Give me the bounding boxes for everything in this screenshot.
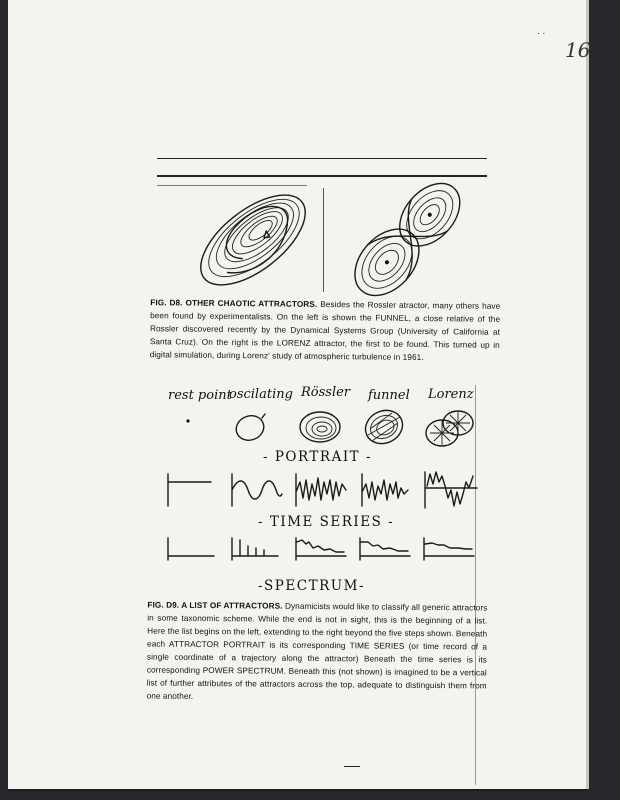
lorenz-attractor-drawing: [342, 185, 472, 295]
bottom-dash: [344, 766, 360, 767]
column-label-oscilating: oscilating: [229, 387, 293, 402]
rest-point-spectrum: [166, 536, 221, 566]
page-edge: [586, 0, 589, 789]
row-label-spectrum: -SPECTRUM-: [258, 578, 366, 594]
page-number: 16: [565, 38, 591, 62]
rossler-spectrum: [294, 536, 354, 566]
funnel-portrait: [362, 405, 412, 449]
fig-d9-caption: [147, 599, 488, 706]
column-label-rossler: Rössler: [301, 385, 351, 400]
figure-divider: [323, 188, 324, 292]
rossler-portrait: [297, 405, 347, 449]
oscillating-time-series: [230, 470, 285, 510]
fig-d9-caption-text: Dynamicists would like to classify all generic attractors in some taxonomic scheme. While the end is not in sight, this is the beginning of a list. Here the list begins on the left, extending to the right beyond the five steps shown. Beneath each ATTRACTOR PORTRAIT is its corresponding TIME SERIES (or time record of a single coordinate of a trajectory along the attractor) Beneath the time series is its corresponding POWER SPECTRUM. Beneath this (not shown) is imagined to be a vertical list of further attributes of the attractors across the top, adequate to distinguish them from one another.: [146, 601, 488, 701]
funnel-time-series: [360, 470, 415, 510]
corner-marks: . .: [537, 26, 546, 37]
top-rule-thin: [157, 158, 487, 159]
fig-d9-caption-label: FIG. D9. A LIST OF ATTRACTORS.: [147, 600, 283, 611]
top-rule-thick: [157, 175, 487, 177]
funnel-attractor-drawing: [188, 185, 318, 295]
lorenz-portrait: [420, 405, 480, 453]
oscillating-spectrum: [230, 536, 285, 566]
rest-point-portrait: [180, 412, 200, 432]
funnel-spectrum: [358, 536, 418, 566]
fig-d8-caption: [150, 296, 501, 365]
lorenz-spectrum: [422, 536, 482, 566]
row-label-portrait: - PORTRAIT -: [263, 449, 373, 465]
lorenz-time-series: [423, 468, 481, 512]
fig-d8-caption-text: Besides the Rossler atractor, many others have been found by experimentalists. On the left is shown the FUNNEL, a close relative of the Rossler discovered recently by the Dynamical Systems Group (University of California at Santa Cruz). On the right is the LORENZ attractor, the first to be found. This turned up in digital simulation, during Lorenz' study of atmospheric turbulence in 1961.: [149, 299, 501, 363]
fig-d8-caption-label: FIG. D8. OTHER CHAOTIC ATTRACTORS.: [150, 298, 318, 309]
column-label-funnel: funnel: [368, 388, 410, 403]
rest-point-time-series: [166, 470, 216, 510]
rossler-time-series: [294, 470, 349, 510]
column-label-rest-point: rest point: [168, 388, 232, 403]
row-label-time-series: - TIME SERIES -: [258, 514, 395, 530]
oscillating-portrait: [232, 408, 272, 448]
column-label-lorenz: Lorenz: [428, 387, 474, 402]
